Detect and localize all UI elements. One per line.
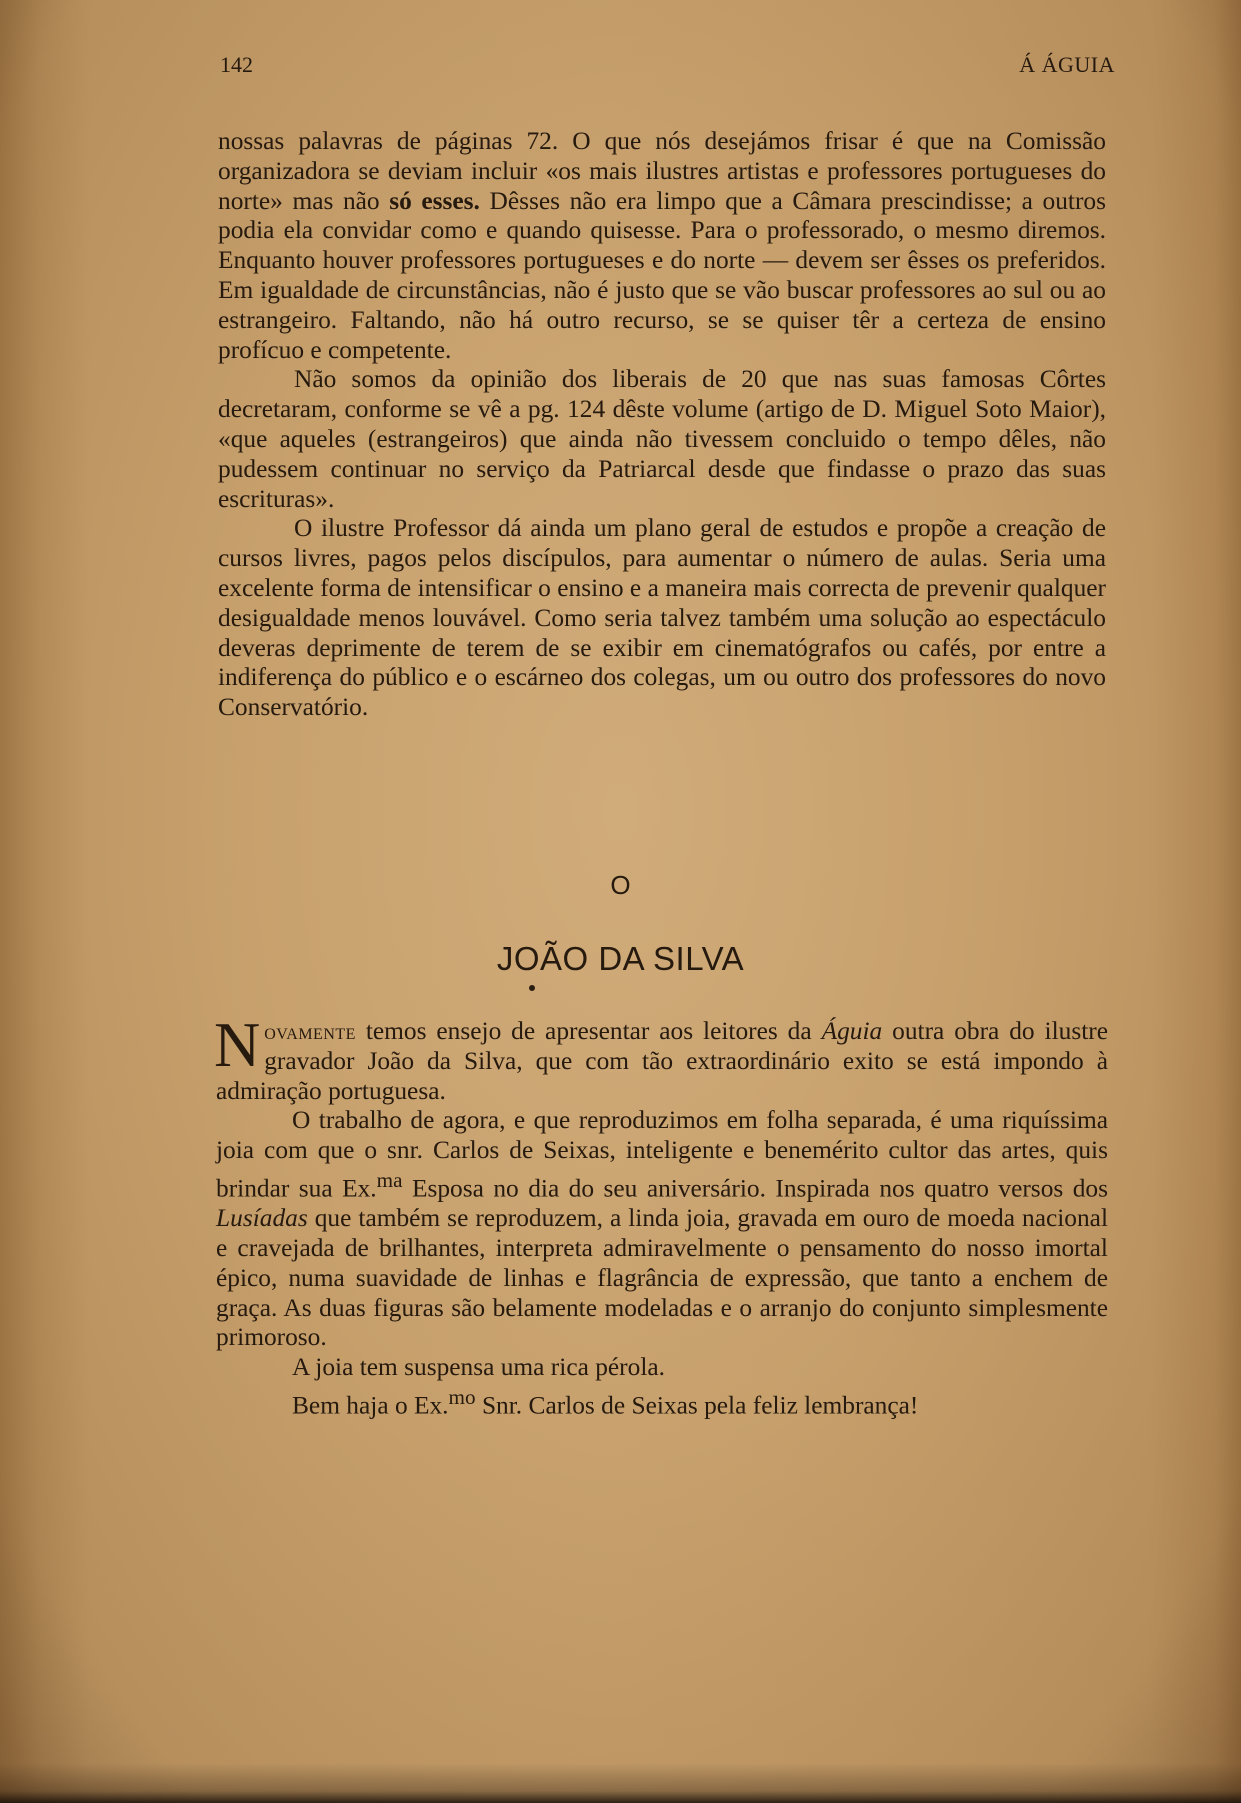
superscript: ma — [376, 1167, 403, 1192]
italic-title: Lusíadas — [216, 1204, 308, 1233]
page-number: 142 — [220, 52, 253, 77]
bold-emphasis: só esses. — [389, 186, 480, 215]
paragraph-text: outra obra do ilustre gravador João da Silva, que com tão extraordinário exito se está impondo à admiração portuguesa. — [216, 1017, 1109, 1105]
drop-cap: N — [214, 1009, 261, 1080]
article-paragraph-4 — [216, 1383, 1108, 1421]
article-paragraph-3: A joia tem suspensa uma rica pérola. — [292, 1353, 665, 1382]
ornament-dot — [529, 985, 535, 991]
paragraph-liberais: Não somos da opinião dos liberais de 20 que nas suas famosas Côrtes decretaram, conforme se vê a pg. 124 dêste volume (artigo de D. Miguel Soto Maior), «que aqueles (estrangeiros) que ainda não tivessem concluido o tempo dêles, não pudessem continuar no serviço da Patriarcal desde que findasse o prazo das suas escrituras». — [218, 365, 1106, 513]
paragraph-text: Snr. Carlos de Seixas pela feliz lembrança! — [475, 1391, 919, 1420]
paragraph-text: nossas palavras de páginas 72. O que nós desejámos frisar é que na Comissão organizadora se deviam incluir «os mais ilustres artistas e professores portugueses do norte» mas não — [218, 127, 1106, 215]
article-joao-da-silva — [214, 1009, 1109, 1421]
smallcaps-lead: ovamente — [264, 1019, 356, 1044]
section-title: JOÃO DA SILVA — [496, 940, 745, 977]
section-ornament: O — [610, 870, 631, 900]
article-paragraph-1 — [214, 1009, 1109, 1106]
paragraph-plano-estudos: O ilustre Professor dá ainda um plano geral de estudos e propõe a creação de cursos livres, pagos pelos discípulos, para aumentar o número de aulas. Seria uma excelente forma de intensificar o ensino e a maneira mais correcta de prevenir qualquer desigualdade menos louvável. Como seria talvez também uma solução ao espectáculo deveras deprimente de terem de se exibir em cinematógrafos ou cafés, por entre a indiferença do público e o escárneo dos colegas, um ou outro dos professores do novo Conservatório. — [218, 514, 1106, 722]
paragraph-text: Bem haja o Ex. — [292, 1391, 449, 1420]
paragraph-text: Esposa no dia do seu aniversário. Inspirada nos quatro versos dos — [402, 1174, 1108, 1203]
paragraph-text: O trabalho de agora, e que reproduzimos em folha separada, é uma riquíssima joia com que o snr. Carlos de Seixas, inteligente e benemérito cultor das artes, quis brindar sua Ex. — [216, 1106, 1108, 1203]
continued-article — [218, 127, 1106, 723]
paragraph-text: temos ensejo de apresentar aos leitores da — [355, 1017, 822, 1045]
page-header — [220, 52, 1115, 82]
paragraph-continued — [218, 127, 1106, 365]
article-paragraph-2 — [216, 1106, 1108, 1353]
italic-title: Águia — [821, 1017, 883, 1045]
paragraph-text: Dêsses não era limpo que a Câmara prescindisse; a outros podia ela convidar como e quando quisesse. Para o professorado, o mesmo diremos. Enquanto houver professores portugueses e do norte — devem ser êsses os preferidos. Em igualdade de circunstâncias, não é justo que se vão buscar professores ao sul ou ao estrangeiro. Faltando, não há outro recurso, se se quiser têr a certeza de ensino profícuo e competente. — [218, 186, 1106, 364]
paragraph-text: que também se reproduzem, a linda joia, gravada em ouro de moeda nacional e cravejada de brilhantes, interpreta admiravelmente o pensamento do nosso imortal épico, numa suavidade de linhas e flagrância de expressão, que tanto a enchem de graça. As duas figuras são belamente modeladas e o arranjo do conjunto simplesmente primoroso. — [216, 1204, 1108, 1352]
superscript: mo — [448, 1385, 476, 1410]
running-title: Á ÁGUIA — [1019, 52, 1115, 77]
